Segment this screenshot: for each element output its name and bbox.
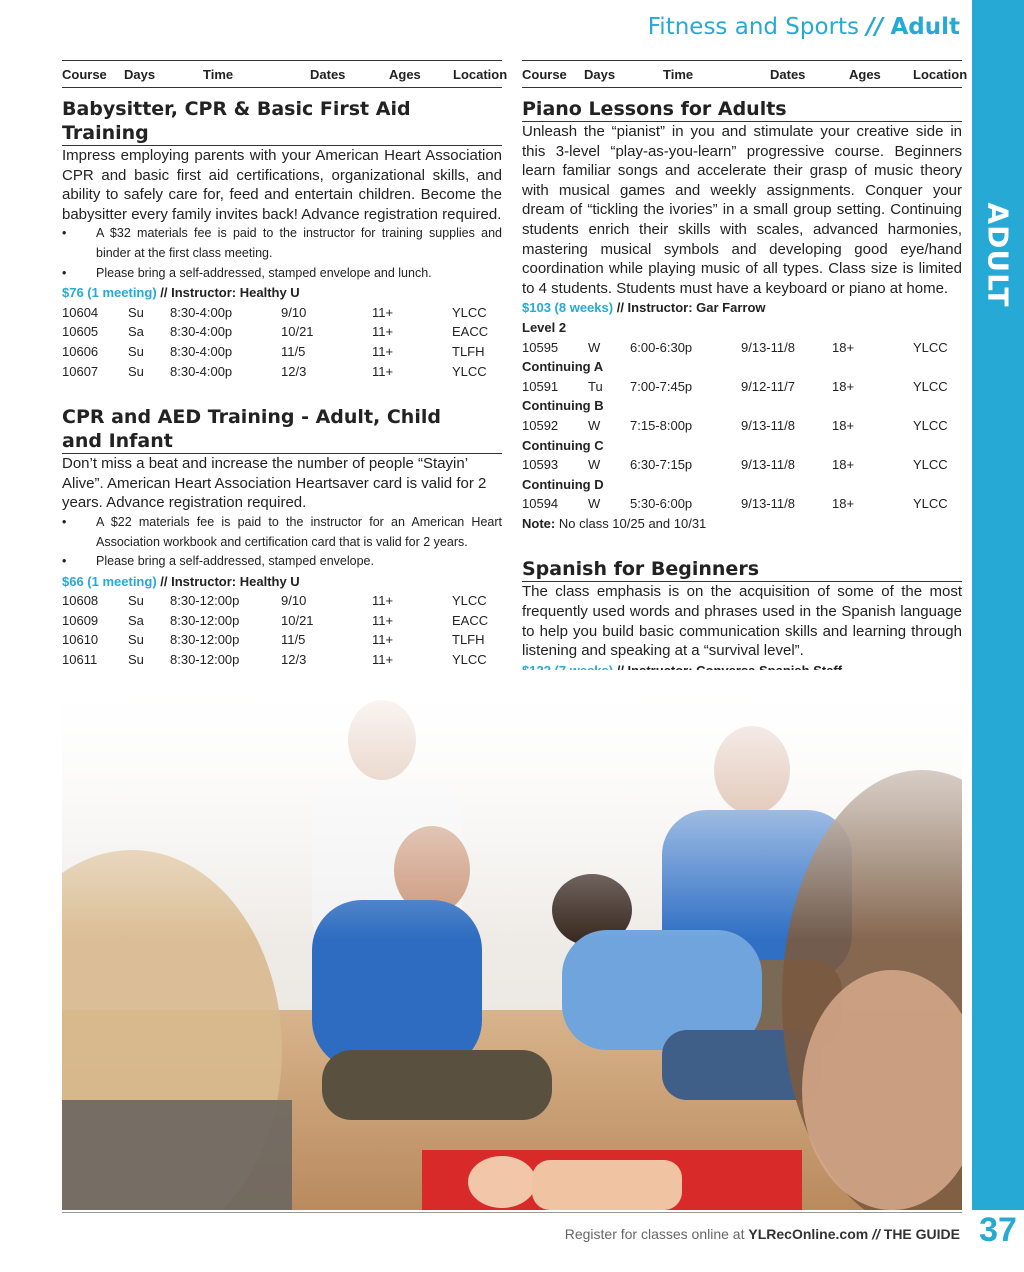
page-footer	[565, 1226, 960, 1242]
cell-dates: 9/13-11/8	[741, 457, 795, 473]
cell-days: Su	[128, 343, 144, 359]
cell-dates: 12/3	[281, 363, 307, 379]
table-row	[522, 338, 962, 358]
cell-course: 10591	[522, 378, 559, 394]
cell-location: YLCC	[913, 339, 948, 355]
table-row	[62, 591, 502, 611]
cell-ages: 18+	[832, 378, 855, 394]
page-header	[648, 14, 960, 40]
cell-time: 7:00-7:45p	[630, 378, 693, 394]
page-number: 37	[979, 1211, 1017, 1249]
cell-days: Su	[128, 632, 144, 648]
cell-ages: 11+	[372, 593, 394, 609]
piano-level: Level 2	[522, 319, 567, 335]
cell-ages: 18+	[832, 417, 855, 433]
cell-time: 6:00-6:30p	[630, 339, 693, 355]
footer-guide: THE GUIDE	[883, 1226, 960, 1242]
col-ages: Ages	[389, 67, 421, 82]
cell-course: 10604	[62, 304, 99, 320]
col-days: Days	[584, 67, 616, 82]
cell-days: Su	[128, 363, 144, 379]
cell-location: TLFH	[452, 343, 485, 359]
col-days: Days	[124, 67, 156, 82]
cell-dates: 11/5	[281, 632, 306, 648]
cell-course: 10593	[522, 457, 559, 473]
cpr-fee	[62, 572, 502, 592]
cell-ages: 18+	[832, 496, 855, 512]
cell-time: 8:30-12:00p	[170, 632, 240, 648]
babysitter-fee	[62, 283, 502, 303]
cell-course: 10611	[62, 652, 98, 668]
cell-location: YLCC	[452, 304, 487, 320]
cell-location: YLCC	[452, 652, 487, 668]
table-row	[62, 342, 502, 362]
cell-location: YLCC	[452, 593, 487, 609]
sidebar-band	[972, 0, 1024, 1210]
cell-ages: 18+	[832, 457, 855, 473]
cell-days: W	[588, 496, 601, 512]
table-row	[62, 650, 502, 670]
cell-dates: 9/10	[281, 593, 307, 609]
cell-time: 8:30-4:00p	[170, 304, 233, 320]
footer-separator: //	[872, 1226, 880, 1242]
piano-note-text: No class 10/25 and 10/31	[558, 515, 707, 531]
col-ages: Ages	[849, 67, 881, 82]
spanish-title: Spanish for Beginners	[522, 557, 962, 582]
babysitter-description: Impress employing parents with your American Heart Association CPR and basic first aid certifications, organizational skills, and ability to safely care for, feed and entertain children. Become the babysitter every family invites back! Advance registration required.	[62, 147, 502, 223]
babysitter-bullet: • Please bring a self-addressed, stamped envelope and lunch.	[62, 264, 502, 284]
table-row	[62, 322, 502, 342]
piano-title: Piano Lessons for Adults	[522, 97, 962, 122]
cpr-class-photo	[62, 670, 962, 1210]
cell-days: W	[588, 339, 601, 355]
cpr-title-line2: and Infant	[62, 429, 502, 454]
cell-ages: 11+	[372, 612, 394, 628]
cell-ages: 11+	[372, 632, 394, 648]
cell-days: Su	[128, 304, 144, 320]
cpr-instructor: // Instructor: Healthy U	[160, 573, 300, 589]
sidebar-text: ADULT	[981, 202, 1015, 308]
cell-location: EACC	[452, 324, 489, 340]
cpr-bullet: • Please bring a self-addressed, stamped envelope.	[62, 552, 502, 572]
cell-course: 10592	[522, 417, 559, 433]
table-row	[62, 303, 502, 323]
cell-time: 8:30-12:00p	[170, 593, 240, 609]
header-separator: //	[866, 14, 884, 40]
cell-time: 8:30-12:00p	[170, 612, 240, 628]
cpr-title-line1: CPR and AED Training - Adult, Child	[62, 406, 441, 429]
cell-dates: 11/5	[281, 343, 306, 359]
piano-note-label: Note:	[522, 515, 556, 531]
piano-level: Continuing D	[522, 476, 604, 492]
cell-dates: 10/21	[281, 324, 314, 340]
babysitter-bullet: • A $32 materials fee is paid to the instructor for training supplies and binder at the first class meeting.	[62, 224, 502, 263]
col-time: Time	[663, 67, 694, 82]
piano-fee	[522, 298, 962, 318]
cell-days: W	[588, 417, 601, 433]
col-location: Location	[913, 67, 968, 82]
cell-time: 8:30-12:00p	[170, 652, 240, 668]
cell-course: 10606	[62, 343, 99, 359]
cell-course: 10608	[62, 593, 99, 609]
table-row	[522, 377, 962, 397]
footer-divider	[62, 1212, 962, 1213]
babysitter-price: $76 (1 meeting)	[62, 285, 157, 301]
right-column	[522, 60, 968, 739]
cell-time: 7:15-8:00p	[630, 417, 693, 433]
cell-location: YLCC	[913, 457, 948, 473]
cell-course: 10595	[522, 339, 559, 355]
cell-ages: 18+	[832, 339, 855, 355]
cell-days: Su	[128, 593, 144, 609]
cpr-bullet: • A $22 materials fee is paid to the instructor for an American Heart Association workbook and certification card that is valid for 2 years.	[62, 513, 502, 552]
col-course: Course	[62, 67, 107, 82]
piano-instructor: // Instructor: Gar Farrow	[616, 300, 766, 316]
cell-dates: 9/13-11/8	[741, 339, 795, 355]
sidebar-label	[972, 190, 1024, 320]
cell-days: W	[588, 457, 601, 473]
col-course: Course	[522, 67, 567, 82]
cell-ages: 11+	[372, 324, 394, 340]
cell-time: 6:30-7:15p	[630, 457, 693, 473]
cell-days: Sa	[128, 612, 144, 628]
cell-days: Tu	[588, 378, 603, 394]
table-row	[522, 455, 962, 475]
cell-location: YLCC	[913, 496, 948, 512]
column-header-row	[522, 60, 968, 88]
cell-dates: 12/3	[281, 652, 307, 668]
cell-dates: 9/12-11/7	[741, 378, 795, 394]
section-title: Fitness and Sports	[647, 14, 860, 40]
col-location: Location	[453, 67, 508, 82]
piano-note	[522, 514, 962, 534]
cell-location: TLFH	[452, 632, 485, 648]
cpr-price: $66 (1 meeting)	[62, 573, 157, 589]
table-row	[62, 630, 502, 650]
cell-location: YLCC	[913, 378, 948, 394]
cell-location: YLCC	[452, 363, 487, 379]
footer-url[interactable]: YLRecOnline.com	[748, 1226, 869, 1242]
footer-text: Register for classes online at	[564, 1226, 745, 1242]
col-time: Time	[203, 67, 234, 82]
cell-dates: 9/10	[281, 304, 307, 320]
table-row	[522, 494, 962, 514]
cell-time: 8:30-4:00p	[170, 324, 233, 340]
cpr-description: Don’t miss a beat and increase the number of people “Stayin’ Alive”. American Heart Association Heartsaver card is valid for 2 years. Advance registration required.	[62, 455, 487, 512]
spanish-description: The class emphasis is on the acquisition of some of the most frequently used words and phrases used in the Spanish language to help you build basic communication skills and learning through listening and speaking at a “survival level”.	[522, 583, 962, 660]
col-dates: Dates	[310, 67, 346, 82]
piano-description: Unleash the “pianist” in you and stimulate your creative side in this 3-level “play-as-you-learn” progressive course. Beginners learn familiar songs and accelerate their grasp of music theory with musical games and weekly assignments. Conquer your dream of “tickling the ivories” in a small group setting. Continuing students enrich their skills with scales, advanced harmonies, mastering musical symbols and developing good eye/hand coordination while playing music of all types. Class size is limited to 4 students. Students must have a keyboard or piano at home.	[522, 123, 962, 297]
piano-level: Continuing A	[522, 359, 604, 375]
cell-dates: 10/21	[281, 612, 314, 628]
piano-price: $103 (8 weeks)	[522, 300, 614, 316]
cell-days: Su	[128, 652, 144, 668]
table-row	[522, 416, 962, 436]
cell-course: 10594	[522, 496, 559, 512]
cell-ages: 11+	[372, 363, 394, 379]
cell-course: 10609	[62, 612, 99, 628]
left-column	[62, 60, 508, 670]
table-row	[62, 362, 502, 382]
category-title: Adult	[890, 14, 960, 40]
cell-location: EACC	[452, 612, 489, 628]
cell-location: YLCC	[913, 417, 948, 433]
cell-ages: 11+	[372, 304, 394, 320]
babysitter-title: Babysitter, CPR & Basic First Aid Training	[62, 97, 502, 146]
babysitter-instructor: // Instructor: Healthy U	[160, 285, 300, 301]
cell-course: 10610	[62, 632, 99, 648]
cell-dates: 9/13-11/8	[741, 496, 795, 512]
column-header-row	[62, 60, 508, 88]
cell-ages: 11+	[372, 652, 394, 668]
cell-course: 10607	[62, 363, 99, 379]
cell-course: 10605	[62, 324, 99, 340]
cell-time: 8:30-4:00p	[170, 343, 233, 359]
col-dates: Dates	[770, 67, 806, 82]
cell-ages: 11+	[372, 343, 394, 359]
piano-level: Continuing C	[522, 437, 604, 453]
piano-level: Continuing B	[522, 398, 604, 414]
cell-time: 5:30-6:00p	[630, 496, 693, 512]
cell-dates: 9/13-11/8	[741, 417, 795, 433]
table-row	[62, 611, 502, 631]
cell-days: Sa	[128, 324, 144, 340]
cell-time: 8:30-4:00p	[170, 363, 233, 379]
